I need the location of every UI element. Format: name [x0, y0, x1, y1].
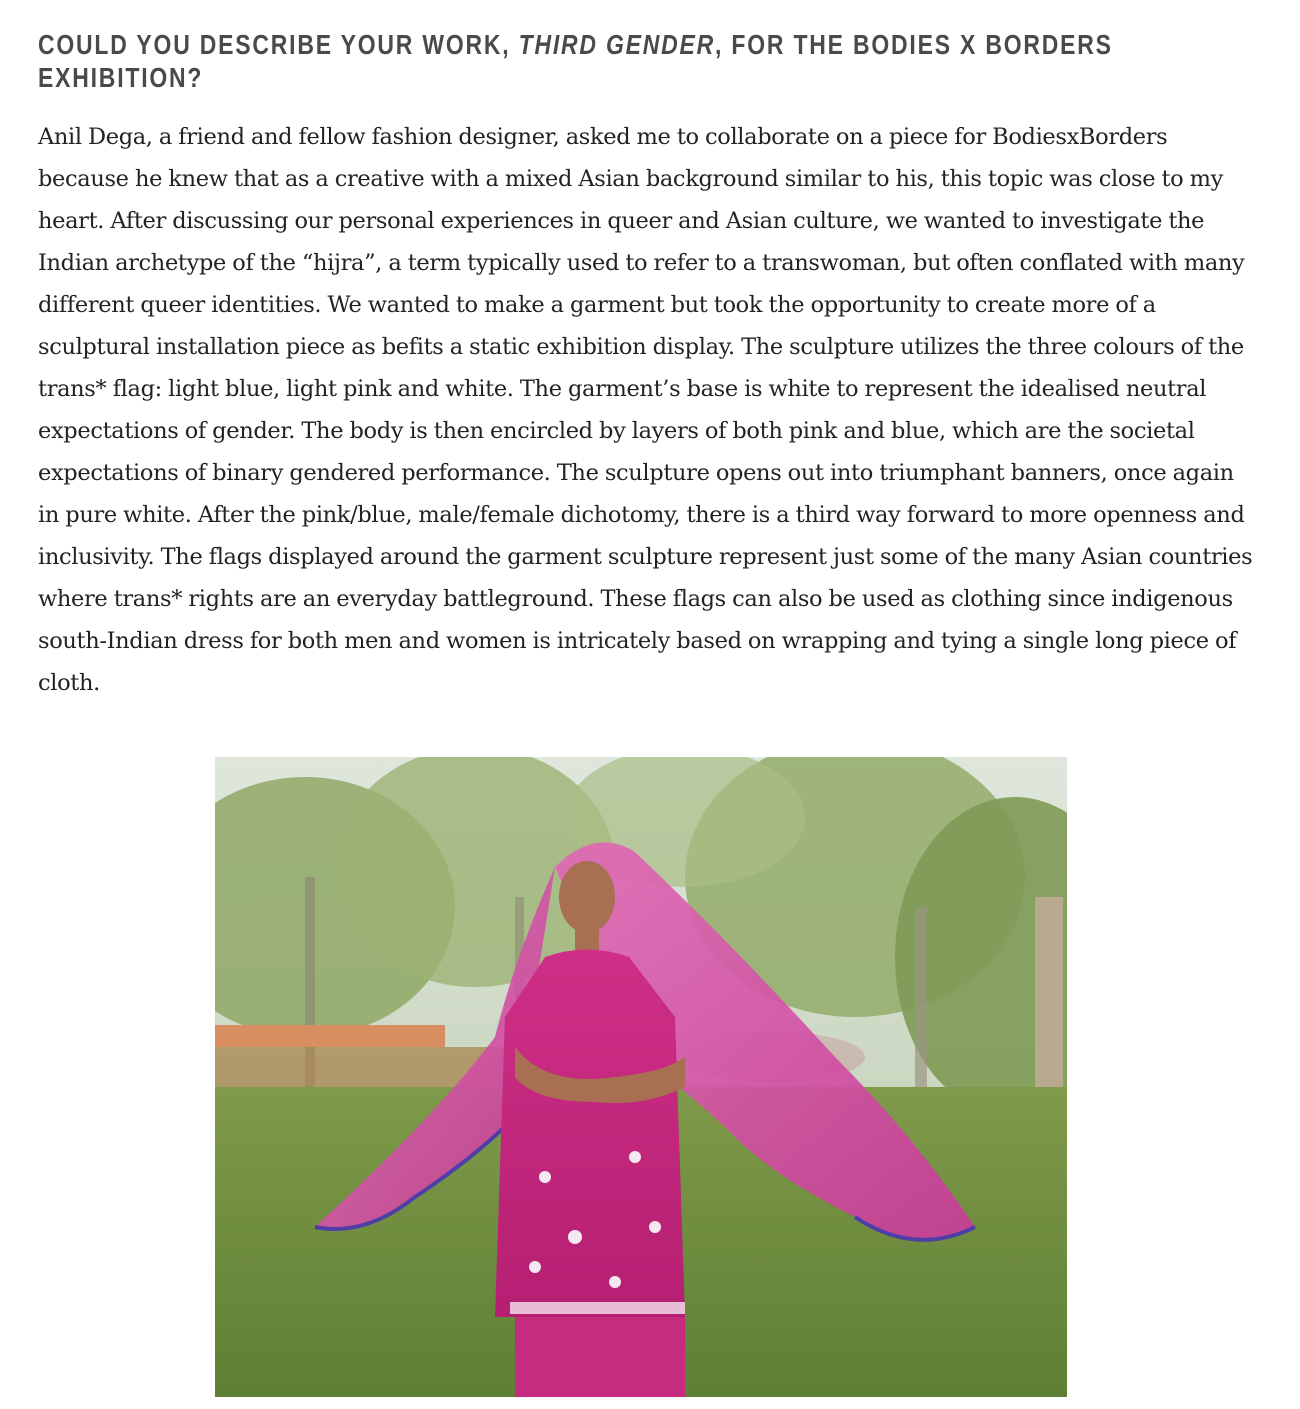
heading-work-title: THIRD GENDER — [518, 29, 716, 60]
heading-text-end: , FOR THE BODIES X BORDERS EXHIBITION? — [38, 29, 1113, 93]
section-heading — [38, 28, 1260, 94]
heading-text-start: COULD YOU DESCRIBE YOUR WORK, — [38, 29, 519, 60]
article-photo — [215, 757, 1067, 1397]
article-paragraph: Anil Dega, a friend and fellow fashion designer, asked me to collaborate on a piece for BodiesxBorders because he knew that as a creative with a mixed Asian background similar to his, this topic was close to my heart. After discussing our personal experiences in queer and Asian culture, we wanted to investigate the Indian archetype of the “hijra”, a term typically used to refer to a transwoman, but often conflated with many different queer identities. We wanted to make a garment but took the opportunity to create more of a sculptural installation piece as befits a static exhibition display. The sculpture utilizes the three colours of the trans* flag: light blue, light pink and white. The garment’s base is white to represent the idealised neutral expectations of gender. The body is then encircled by layers of both pink and blue, which are the societal expectations of binary gendered performance. The sculpture opens out into triumphant banners, once again in pure white. After the pink/blue, male/female dichotomy, there is a third way forward to more openness and inclusivity. The flags displayed around the garment sculpture represent just some of the many Asian countries where trans* rights are an everyday battleground. These flags can also be used as clothing since indigenous south-Indian dress for both men and women is intricately based on wrapping and tying a single long piece of cloth. — [38, 124, 1253, 696]
